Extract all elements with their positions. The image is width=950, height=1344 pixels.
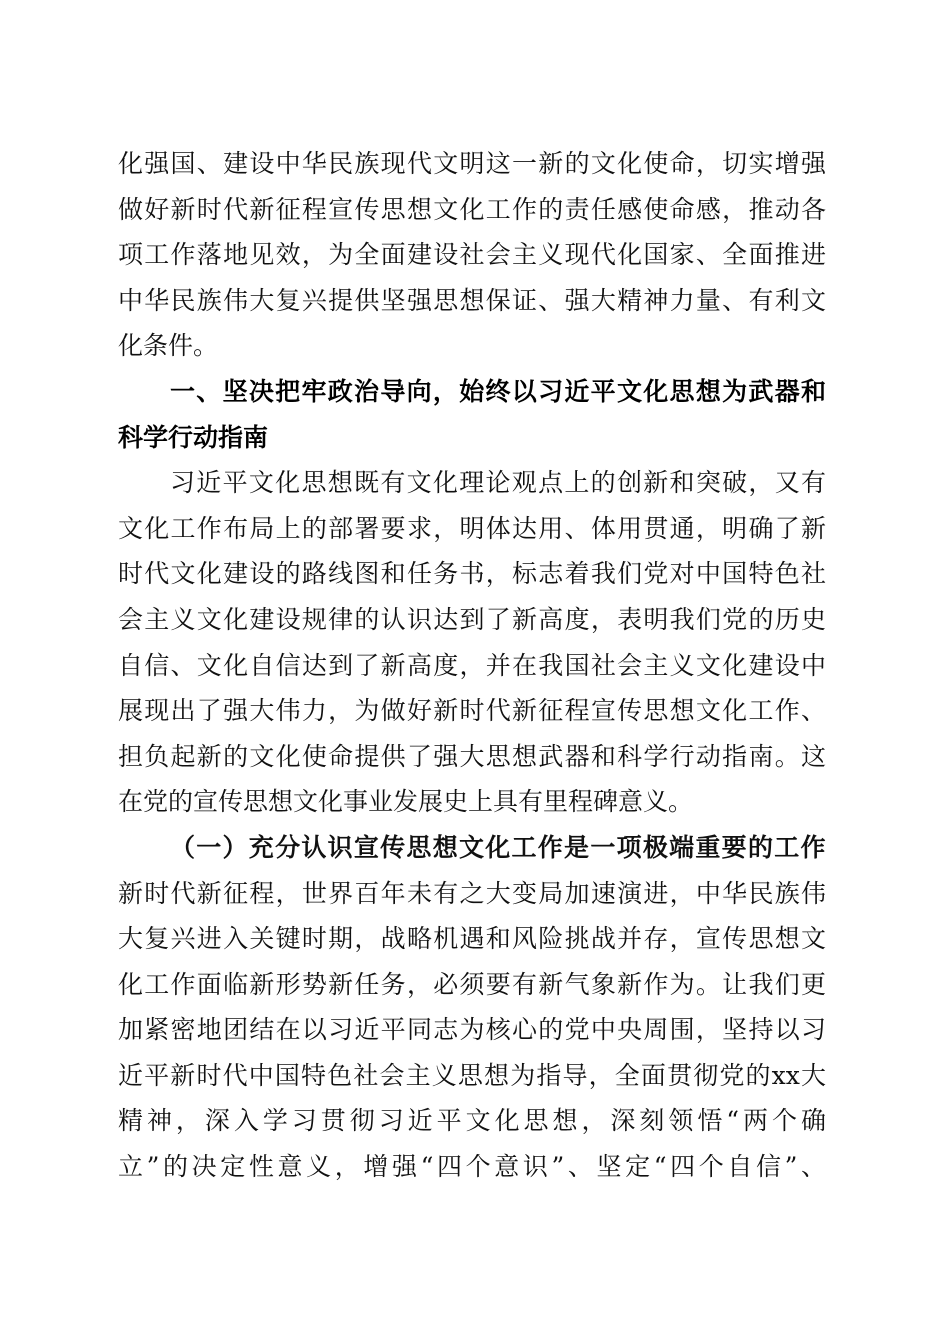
section-heading-one: [118, 369, 826, 460]
text-line: 近平新时代中国特色社会主义思想为指导，全面贯彻党的xx大: [118, 1060, 826, 1090]
text-line: 项工作落地见效，为全面建设社会主义现代化国家、全面推进: [118, 240, 826, 270]
document-body: [118, 141, 826, 1190]
paragraph-body-one: [118, 460, 826, 825]
paragraph-intro: [118, 141, 826, 369]
heading-line: 一、坚决把牢政治导向，始终以习近平文化思想为武器和: [170, 376, 826, 406]
text-line: 做好新时代新征程宣传思想文化工作的责任感使命感，推动各: [118, 194, 826, 224]
text-line: 加紧密地团结在以习近平同志为核心的党中央周围，坚持以习: [118, 1015, 826, 1045]
text-line: 新时代新征程，世界百年未有之大变局加速演进，中华民族伟: [118, 878, 826, 908]
heading-line: 科学行动指南: [118, 422, 269, 452]
text-line: 会主义文化建设规律的认识达到了新高度，表明我们党的历史: [118, 604, 826, 634]
text-line: 习近平文化思想既有文化理论观点上的创新和突破，又有: [170, 468, 826, 498]
text-line: 在党的宣传思想文化事业发展史上具有里程碑意义。: [118, 787, 694, 817]
text-line: 化强国、建设中华民族现代文明这一新的文化使命，切实增强: [118, 149, 826, 178]
text-line: 自信、文化自信达到了新高度，并在我国社会主义文化建设中: [118, 650, 826, 680]
text-line: 大复兴进入关键时期，战略机遇和风险挑战并存，宣传思想文: [118, 924, 826, 954]
text-line: 立”的决定性意义，增强“四个意识”、坚定“四个自信”、: [118, 1152, 826, 1182]
subheading-line: （一）充分认识宣传思想文化工作是一项极端重要的工作: [170, 832, 826, 862]
text-line: 时代文化建设的路线图和任务书，标志着我们党对中国特色社: [118, 559, 826, 589]
subsection-one: [118, 825, 826, 1190]
text-line: 精神，深入学习贯彻习近平文化思想，深刻领悟“两个确: [118, 1106, 826, 1136]
text-line: 展现出了强大伟力，为做好新时代新征程宣传思想文化工作、: [118, 696, 826, 726]
text-line: 文化工作布局上的部署要求，明体达用、体用贯通，明确了新: [118, 513, 826, 543]
text-line: 化条件。: [118, 331, 219, 361]
text-line: 担负起新的文化使命提供了强大思想武器和科学行动指南。这: [118, 741, 826, 771]
text-line: 化工作面临新形势新任务，必须要有新气象新作为。让我们更: [118, 969, 826, 999]
text-line: 中华民族伟大复兴提供坚强思想保证、强大精神力量、有利文: [118, 285, 826, 315]
